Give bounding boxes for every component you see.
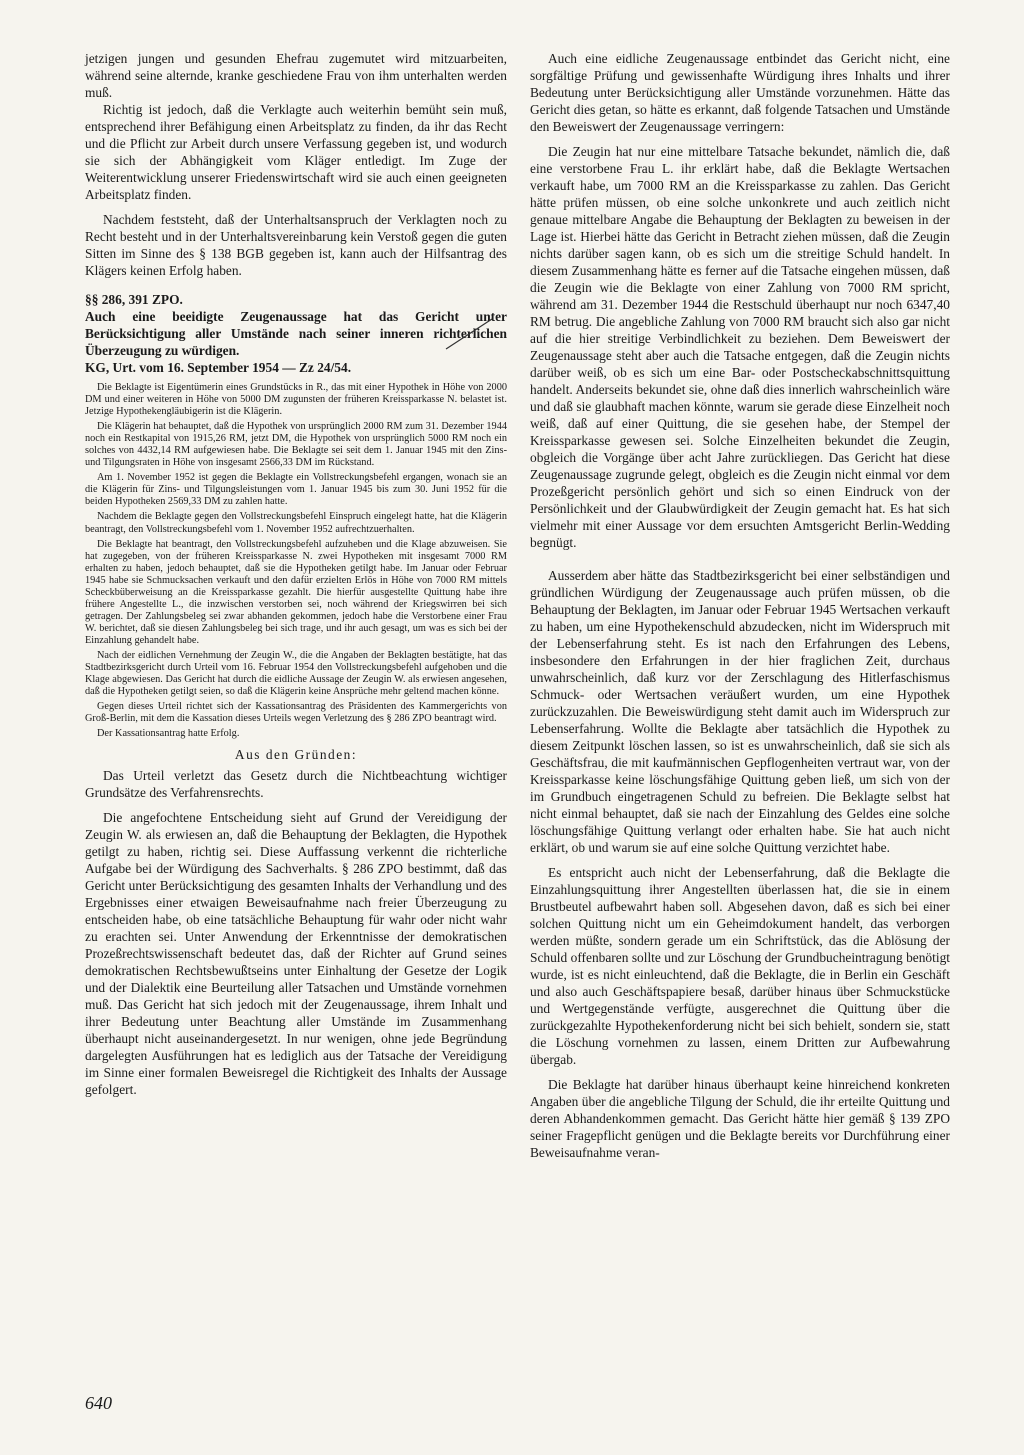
paragraph: Es entspricht auch nicht der Lebenserfahrung, daß die Beklagte die Einzahlungsquittung ihrer Angestellten überlassen hat, die sie in einem Brustbeutel aufbewahrt haben soll. Abgesehen davon, daß es sich bei einer solchen Quittung nicht um ein Geheimdokument handelt, das verborgen werden müßte, sondern gerade um ein Schriftstück, das die Ablösung der Schuld offenbaren sollte und zur Löschung der Grundbucheintragung benötigt wurde, ist es nicht einleuchtend, daß die Beklagte, die in Berlin ein Geschäft und also auch Geschäftspapiere besaß, darüber hinaus über Schmuckstücke und Wertgegenstände verfügte, ausgerechnet die Quittung über die zurückgezahlte Hypothekenforderung nicht bei sich behielt, sondern sie, statt die Löschung vornehmen zu lassen, einem Dritten zur Aufbewahrung übergab.	[530, 865, 950, 1067]
facts-paragraph: Die Beklagte hat beantragt, den Vollstreckungsbefehl aufzuheben und die Klage abzuweisen. Sie hat zugegeben, von der früheren Kreissparkasse N. zwei Hypotheken mit insgesamt 7000 RM erhalten zu haben, jedoch behauptet, daß sie die Hypotheken getilgt habe. Im Januar oder Februar 1945 habe sie Schmucksachen verkauft und den dafür erzielten Erlös in Höhe von 7000 RM mittels Scheckbüberweisung an die Kreissparkasse gezahlt. Die hierfür ausgestellte Quittung habe ihre frühere Angestellte L., die inzwischen verstorben sei, noch während der Kriegswirren bei sich getragen. Der Zahlungsbeleg sei zwar abhanden gekommen, jedoch habe die Verstorbene einer Frau W. berichtet, daß sie diesen Zahlungsbeleg bei sich trage, und ihr auch gesagt, um was es sich bei der Einzahlung gehandelt habe.	[85, 538, 507, 646]
case-reference: KG, Urt. vom 16. September 1954 — Zz 24/54.	[85, 360, 352, 375]
page-number: 640	[85, 1393, 112, 1413]
facts-paragraph: Die Beklagte ist Eigentümerin eines Grundstücks in R., das mit einer Hypothek in Höhe von 2000 DM und einer weiteren in Höhe von 5000 DM zugunsten der früheren Kreissparkasse N. belastet ist. Jetzige Hypothekengläubigerin ist die Klägerin.	[85, 382, 507, 418]
facts-paragraph: Der Kassationsantrag hatte Erfolg.	[97, 728, 240, 740]
grounds-text	[85, 767, 507, 1098]
facts-paragraph: Am 1. November 1952 ist gegen die Beklagte ein Vollstreckungsbefehl ergangen, wonach sie an die Klägerin für Zins- und Tilgungsleistungen vom 1. Januar 1945 bis zum 30. Juni 1952 für die beiden Hypotheken 2569,33 DM zu zahlen hatte.	[85, 472, 507, 508]
facts-paragraph: Die Klägerin hat behauptet, daß die Hypothek von ursprünglich 2000 RM zum 31. Dezember 1944 noch ein Restkapital von 1915,26 RM, jetzt DM, die Hypothek von ursprünglich 5000 RM noch ein solches von 4432,14 RM aufgewiesen habe. Die Beklagte sei seit dem 1. Januar 1945 mit den Zins- und Tilgungsraten in Höhe von insgesamt 2566,33 DM im Rückstand.	[85, 421, 507, 469]
left-column	[85, 50, 507, 1098]
paragraph: Die Zeugin hat nur eine mittelbare Tatsache bekundet, nämlich die, daß eine verstorbene Frau L. ihr erklärt habe, daß die Beklagte Wertsachen verkauft habe, um 7000 RM an die Kreissparkasse zu zahlen. Das Gericht hätte prüfen müssen, ob eine solche unkonkrete und auch zeitlich nicht genaue mittelbare Angabe die Behauptung der Beklagten zu beweisen in der Lage ist. Hierbei hätte das Gericht in Betracht ziehen müssen, daß die Zeugin nichts darüber sagen kann, ob es sich um die streitige Schuld handelt. In diesem Zusammenhang hätte es ferner auf die Tatsache eingehen müssen, daß die Zeugin wie die Beklagte von einer Zahlung von 7000 RM spricht, während am 31. Dezember 1944 die Restschuld überhaupt nur noch 6347,40 RM betrug. Die angebliche Zahlung von 7000 RM braucht sich also gar nicht auf die hier streitige Verbindlichkeit zu beziehen. Dem Beweiswert der Zeugenaussage steht aber auch die Tatsache entgegen, daß die Zeugin nichts darüber weiß, ob es sich um eine Bar- oder Postscheckabschnittsquittung handelt. Anderseits bekundet sie, ohne daß dies innerlich wahrscheinlich wäre und daß sie glaubhaft machen könnte, warum sie gerade diese Einzelheit noch weiß, daß auf einer Quittung, die sie gesehen habe, der Stempel der Kreissparkasse gewesen sei. Solche Einzelheiten bekundet die Zeugin, obgleich die Vorgänge über acht Jahre zurückliegen. Das Gericht hat diese Zeugenaussage zugrunde gelegt, obgleich es die Zeugin nicht einmal vor dem Prozeßgericht persönlich gehört und sich so einen Eindruck von der Persönlichkeit und der Glaubwürdigkeit der Zeugin gemacht hat. Es hat sich vielmehr mit einer Aussage vor dem ersuchten Amtsgericht Berlin-Wedding begnügt.	[530, 144, 950, 550]
paragraph: Auch eine eidliche Zeugenaussage entbindet das Gericht nicht, eine sorgfältige Prüfung und gewissenhafte Würdigung ihres Inhalts und ihrer Bedeutung unter Berücksichtigung aller Umstände vorzunehmen. Hätte das Gericht dies getan, so hätte es erkannt, daß folgende Tatsachen und Umstände den Beweiswert der Zeugenaussage verringern:	[530, 51, 950, 134]
paragraph: Ausserdem aber hätte das Stadtbezirksgericht bei einer selbständigen und gründlichen Würdigung der Zeugenaussage auch prüfen müssen, ob die Behauptung der Beklagten, im Januar oder Februar 1945 Wertsachen verkauft zu haben, um eine Hypothekenschuld abzudecken, nicht im Widerspruch mit der Lebenserfahrung steht. Es ist nach den Erfahrungen des Lebens, insbesondere den Erfahrungen in der hier fraglichen Zeit, durchaus unwahrscheinlich, daß kurz vor der Zerschlagung des Hitlerfaschismus Schmuck- oder Wertsachen veräußert wurden, um eine Hypothek zurückzuzahlen. Die Beweiswürdigung steht damit auch im Widerspruch zur Lebenserfahrung. Wollte die Beklagte aber tatsächlich die Hypothek zu diesem Zeitpunkt löschen lassen, so ist es unwahrscheinlich, daß sie sich als Geschäftsfrau, die mit kaufmännischen Gepflogenheiten vertraut war, von der Kreissparkasse keine löschungsfähige Quittung geben ließ, um sich von der im Grundbuch eingetragenen Schuld zu befreien. Die Beklagte selbst hat nicht einmal behauptet, daß sie nach der Einzahlung des Geldes eine solche löschungsfähige Quittung verlangt oder erhalten habe. Sie hat auch nicht erklärt, ob und warum sie auf eine solche Quittung verzichtet habe.	[530, 568, 950, 855]
section-heading: §§ 286, 391 ZPO.	[85, 292, 183, 307]
grounds-heading: Aus den Gründen:	[234, 747, 358, 763]
facts-paragraph: Nachdem die Beklagte gegen den Vollstreckungsbefehl Einspruch eingelegt hatte, hat die Klägerin beantragt, den Vollstreckungsbefehl vom 1. November 1952 aufrechtzuerhalten.	[85, 511, 507, 535]
facts-paragraph: Nach der eidlichen Vernehmung der Zeugin W., die die Angaben der Beklagten bestätigte, hat das Stadtbezirksgericht durch Urteil vom 16. Februar 1954 den Vollstreckungsbefehl aufgehoben und die Klage abgewiesen. Das Gericht hat durch die eidliche Aussage der Zeugin W. als erwiesen angesehen, daß die Hypotheken getilgt seien, so daß die Klägerin keine Ansprüche mehr geltend machen könne.	[85, 649, 507, 698]
pencil-mark-icon	[444, 317, 494, 351]
facts-block	[85, 382, 507, 740]
right-text	[530, 50, 950, 1161]
paragraph: Die Beklagte hat darüber hinaus überhaupt keine hinreichend konkreten Angaben über die angebliche Tilgung der Schuld, die ihr erteilte Quittung und deren Abhandenkommen gemacht. Das Gericht hätte hier gemäß § 139 ZPO seiner Fragepflicht genügen und die Beklagte bereits vor Durchführung einer Beweisaufnahme veran-	[530, 1077, 950, 1160]
paragraph: Nachdem feststeht, daß der Unterhaltsanspruch der Verklagten noch zu Recht besteht und in der Unterhaltsvereinbarung kein Verstoß gegen die guten Sitten im Sinne des § 138 BGB gegeben ist, kann auch der Hilfsantrag des Klägers keinen Erfolg haben.	[85, 212, 507, 278]
paragraph: Richtig ist jedoch, daß die Verklagte auch weiterhin bemüht sein muß, entsprechend ihrer Befähigung einen Arbeitsplatz zu finden, da ihr das Recht und die Pflicht zur Arbeit durch unsere Verfassung gegeben ist, und wodurch sie sich der Abhängigkeit vom Kläger entledigt. Im Zuge der Weiterentwicklung unserer Friedenswirtschaft wird sie auch einen geeigneten Arbeitsplatz finden.	[85, 102, 507, 202]
paragraph: Das Urteil verletzt das Gesetz durch die Nichtbeachtung wichtiger Grundsätze des Verfahrensrechts.	[85, 768, 507, 801]
facts-paragraph: Gegen dieses Urteil richtet sich der Kassationsantrag des Präsidenten des Kammergerichts von Groß-Berlin, mit dem die Kassation dieses Urteils wegen Verletzung des § 286 ZPO beantragt wird.	[85, 701, 507, 725]
paragraph: jetzigen jungen und gesunden Ehefrau zugemutet wird mitzuarbeiten, während seine alternde, kranke geschiedene Frau von ihm unterhalten werden muß.	[85, 51, 507, 100]
headnote: Auch eine beeidigte Zeugenaussage hat das Gericht unter Berücksichtigung aller Umstände nach seiner inneren richterlichen Überzeugung zu würdigen.	[85, 309, 507, 358]
intro-text	[85, 50, 507, 279]
paragraph: Die angefochtene Entscheidung sieht auf Grund der Vereidigung der Zeugin W. als erwiesen an, daß die Behauptung der Beklagten, die Hypothek getilgt zu haben, richtig sei. Diese Auffassung verkennt die richterliche Aufgabe bei der Würdigung des Sachverhalts. § 286 ZPO bestimmt, daß das Gericht unter Berücksichtigung des gesamten Inhalts der Verhandlung und des Ergebnisses einer etwaigen Beweisaufnahme nach freier Überzeugung zu entscheiden habe, ob eine tatsächliche Behauptung für wahr oder nicht wahr zu erachten sei. Unter Anwendung der Erkenntnisse der demokratischen Prozeßrechtswissenschaft bedeutet das, daß der Richter auf Grund seines demokratischen Rechtsbewußtseins unter Einhaltung der Gesetze der Logik und der Dialektik eine Beurteilung aller Tatsachen und Umstände vornehmen muß. Das Gericht hat sich jedoch mit der Zeugenaussage, ihrem Inhalt und ihrer Bedeutung unter Beachtung aller Umstände im Zusammenhang überhaupt nicht auseinandergesetzt. In nur wenigen, ohne jede Begründung dargelegten Ausführungen hat es lediglich aus der Tatsache der Vereidigung im Sinne einer formalen Beweisregel die Richtigkeit des Inhalts der Aussage gefolgert.	[85, 810, 507, 1098]
right-column	[530, 50, 950, 1161]
